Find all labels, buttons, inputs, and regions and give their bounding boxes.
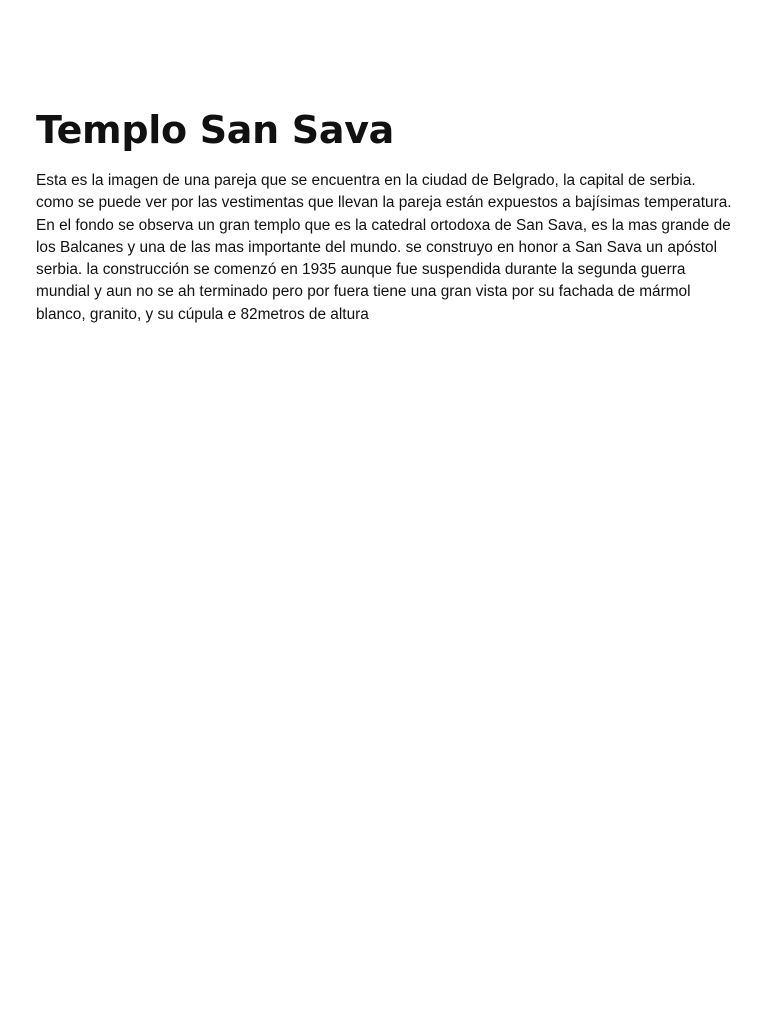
document-page — [36, 104, 736, 326]
page-title: Templo San Sava — [36, 108, 395, 152]
body-paragraph: Esta es la imagen de una pareja que se encuentra en la ciudad de Belgrado, la capital de serbia. como se puede ver por las vestimentas que llevan la pareja están expuestos a bajísimas temperatura. En el fondo se observa un gran templo que es la catedral ortodoxa de San Sava, es la mas grande de los Balcanes y una de las mas importante del mundo. se construyo en honor a San Sava un apóstol serbia. la construcción se comenzó en 1935 aunque fue suspendida durante la segunda guerra mundial y aun no se ah terminado pero por fuera tiene una gran vista por su fachada de mármol blanco, granito, y su cúpula e 82metros de altura — [36, 172, 732, 323]
